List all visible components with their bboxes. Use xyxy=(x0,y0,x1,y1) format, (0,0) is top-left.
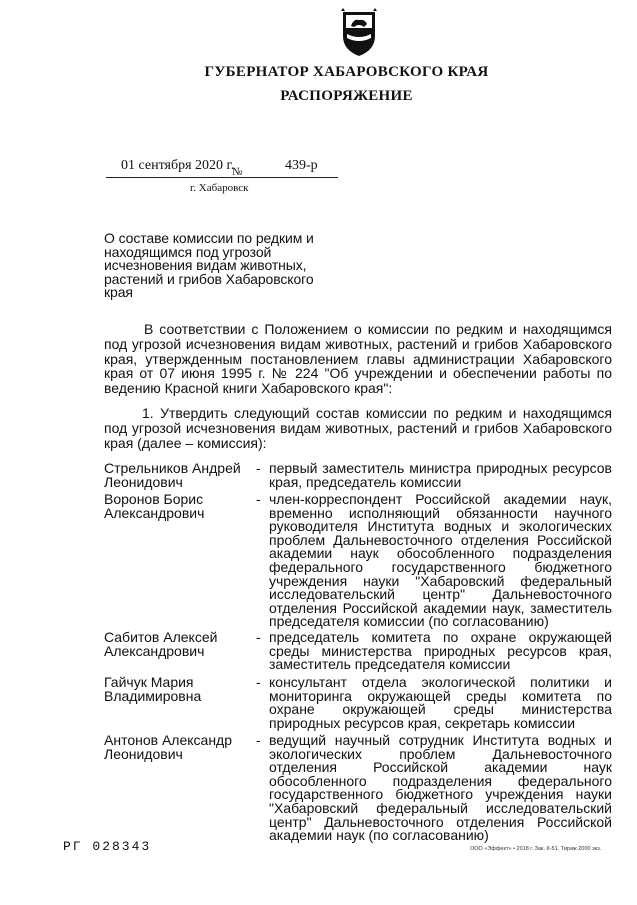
member-name: Воронов Борис Александрович xyxy=(104,491,205,521)
member-description: председатель комитета по охране окружающей среды министерства природных ресурсов края, заместитель председателя комиссии xyxy=(269,629,612,673)
member-dash: - xyxy=(256,460,261,476)
paragraph-preamble: В соответствии с Положением о комиссии по редким и находящимся под угрозой исчезновения видам животных, растений и грибов Хабаровского края, утвержденным постановлением главы администрации Хабаровского края от 07 июня 1995 г. № 224 "Об учреждении и обеспечении работы по ведению Красной книги Хабаровского края": xyxy=(104,321,612,397)
member-dash: - xyxy=(256,732,261,748)
governor-title: ГУБЕРНАТОР ХАБАРОВСКОГО КРАЯ xyxy=(204,64,489,80)
member-description: консультант отдела экологической политики и мониторинга окружающей среды комитета по охране окружающей среды министерства природных ресурсов края, секретарь комиссии xyxy=(269,674,612,731)
member-dash: - xyxy=(256,629,261,645)
member-dash: - xyxy=(256,674,261,690)
member-name: Стрельников Андрей Леонидович xyxy=(104,460,241,490)
member-dash: - xyxy=(256,491,261,507)
khabarovsk-coat-of-arms-icon xyxy=(337,8,381,58)
paragraph-item-1: 1. Утвердить следующий состав комиссии по редким и находящимся под угрозой исчезновения видам животных, растений и грибов Хабаровского края (далее – комиссия): xyxy=(104,405,612,451)
member-description: первый заместитель министра природных ресурсов края, председатель комиссии xyxy=(269,460,612,490)
printer-imprint: ООО «Эффект» • 2018 г. Зак. К-51. Тираж 2000 экз. xyxy=(470,846,602,852)
document-type: РАСПОРЯЖЕНИЕ xyxy=(280,88,413,104)
number-label: № xyxy=(232,166,243,178)
document-date: 01 сентября 2020 г. xyxy=(121,158,235,173)
form-serial-number: РГ 028343 xyxy=(63,839,152,854)
member-description: член-корреспондент Российской академии наук, временно исполняющий обязанности научного руководителя Института водных и экологических проблем Дальневосточного отделения Российской академии наук обособленного подразделения федерального государственного бюджетного учреждения науки "Хабаровский федеральный исследовательский центр" Дальневосточного отделения Российской академии наук, заместитель председателя комиссии (по согласованию) xyxy=(269,491,612,630)
member-name: Гайчук Мария Владимировна xyxy=(104,674,202,704)
document-number: 439-р xyxy=(285,158,318,173)
member-name: Антонов Александр Леонидович xyxy=(104,732,233,762)
document-subject: О составе комиссии по редким и находящимся под угрозой исчезновения видам животных, растений и грибов Хабаровского края xyxy=(104,230,314,301)
member-description: ведущий научный сотрудник Института водных и экологических проблем Дальневосточного отделения Российской академии наук обособленного подразделения федерального государственного бюджетного учреждения науки "Хабаровский федеральный исследовательский центр" Дальневосточного отделения Российской академии наук (по согласованию) xyxy=(269,732,612,844)
document-city: г. Хабаровск xyxy=(190,182,249,194)
member-name: Сабитов Алексей Александрович xyxy=(104,629,218,659)
